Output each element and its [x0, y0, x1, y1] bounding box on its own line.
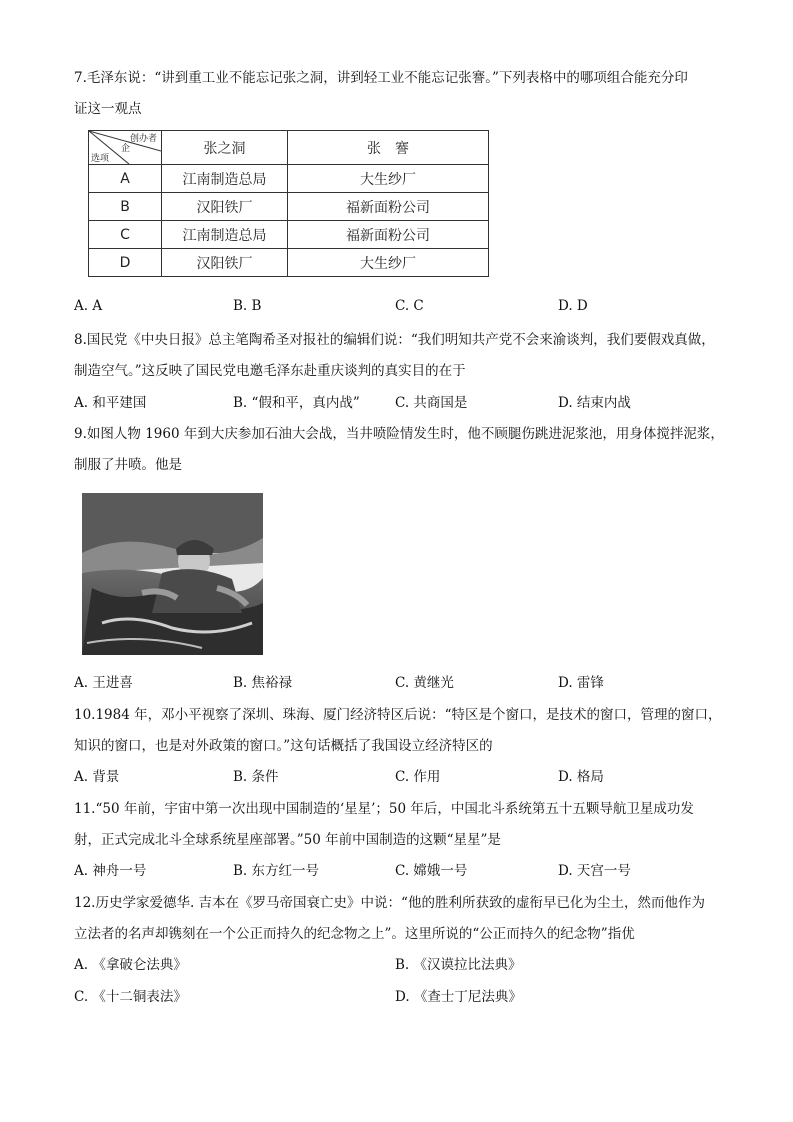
q10-stem-line2: 知识的窗口，也是对外政策的窗口。”这句话概括了我国设立经济特区的 [74, 738, 493, 754]
row-option: B [89, 193, 162, 221]
header-zhang-zhidong: 张之洞 [162, 131, 288, 165]
table-corner-cell [89, 131, 162, 165]
q8-option-c[interactable]: C. 共商国是 [395, 395, 468, 411]
row-zhang-jian: 福新面粉公司 [288, 221, 489, 249]
table-row [89, 249, 489, 277]
q7-option-d[interactable]: D. D [558, 298, 588, 314]
table-row [89, 193, 489, 221]
row-zhang-jian: 大生纱厂 [288, 249, 489, 277]
row-option: A [89, 165, 162, 193]
row-zhang-zhidong: 江南制造总局 [162, 165, 288, 193]
q7-stem-line1: 7.毛泽东说：“讲到重工业不能忘记张之洞，讲到轻工业不能忘记张謇。”下列表格中的哪项组合能充分印 [74, 70, 688, 86]
header-zhang-jian: 张 謇 [288, 131, 489, 165]
q10-option-c[interactable]: C. 作用 [395, 769, 441, 785]
q11-option-d[interactable]: D. 天宫一号 [558, 863, 631, 879]
worker-in-mud-photo [82, 493, 263, 655]
q11-stem-line2: 射，正式完成北斗全球系统星座部署。”50 年前中国制造的这颗“星星”是 [74, 832, 501, 848]
q9-stem-line2: 制服了井喷。他是 [74, 457, 182, 473]
q9-option-c[interactable]: C. 黄继光 [395, 675, 454, 691]
q10-option-a[interactable]: A. 背景 [74, 769, 120, 785]
corner-enterprise-label: 企 [121, 144, 131, 154]
q12-stem-line2: 立法者的名声却镌刻在一个公正而持久的纪念物之上”。这里所说的“公正而持久的纪念物”指优 [74, 926, 635, 942]
q12-option-c[interactable]: C. 《十二铜表法》 [74, 989, 187, 1005]
row-zhang-jian: 大生纱厂 [288, 165, 489, 193]
row-option: D [89, 249, 162, 277]
corner-founder-label: 创办者 [129, 134, 157, 144]
q8-stem-line2: 制造空气。”这反映了国民党电邀毛泽东赴重庆谈判的真实目的在于 [74, 363, 466, 379]
row-zhang-zhidong: 汉阳铁厂 [162, 249, 288, 277]
q7-option-b[interactable]: B. B [233, 298, 262, 314]
q10-option-b[interactable]: B. 条件 [233, 769, 279, 785]
q10-stem-line1: 10.1984 年，邓小平视察了深圳、珠海、厦门经济特区后说：“特区是个窗口，是技术的窗口，管理的窗口， [74, 707, 722, 723]
q11-option-c[interactable]: C. 嫦娥一号 [395, 863, 468, 879]
q7-option-a[interactable]: A. A [74, 298, 103, 314]
q8-option-a[interactable]: A. 和平建国 [74, 395, 147, 411]
row-option: C [89, 221, 162, 249]
q9-option-a[interactable]: A. 王进喜 [74, 675, 133, 691]
q9-option-d[interactable]: D. 雷锋 [558, 675, 604, 691]
q12-stem-line1: 12.历史学家爱德华. 吉本在《罗马帝国衰亡史》中说：“他的胜利所获致的虚衔早已化为尘土，然而他作为 [74, 895, 705, 911]
q9-option-b[interactable]: B. 焦裕禄 [233, 675, 293, 691]
q10-option-d[interactable]: D. 格局 [558, 769, 604, 785]
q11-option-a[interactable]: A. 神舟一号 [74, 863, 147, 879]
q11-stem-line1: 11.“50 年前，宇宙中第一次出现中国制造的‘星星’；50 年后，中国北斗系统第五十五颗导航卫星成功发 [74, 801, 694, 817]
q9-stem-line1: 9.如图人物 1960 年到大庆参加石油大会战，当井喷险情发生时，他不顾腿伤跳进泥浆池，用身体搅拌泥浆， [74, 426, 724, 442]
q12-option-a[interactable]: A. 《拿破仑法典》 [74, 957, 187, 973]
row-zhang-jian: 福新面粉公司 [288, 193, 489, 221]
q11-option-b[interactable]: B. 东方红一号 [233, 863, 320, 879]
q12-option-b[interactable]: B. 《汉谟拉比法典》 [395, 957, 522, 973]
corner-option-label: 选项 [91, 154, 110, 164]
q7-stem-line2: 证这一观点 [74, 101, 142, 117]
table-row [89, 221, 489, 249]
q7-table [88, 130, 489, 277]
q7-option-c[interactable]: C. C [395, 298, 424, 314]
q12-option-d[interactable]: D. 《查士丁尼法典》 [395, 989, 522, 1005]
row-zhang-zhidong: 江南制造总局 [162, 221, 288, 249]
table-row [89, 165, 489, 193]
q8-option-b[interactable]: B. “假和平，真内战” [233, 395, 360, 411]
row-zhang-zhidong: 汉阳铁厂 [162, 193, 288, 221]
q8-option-d[interactable]: D. 结束内战 [558, 395, 631, 411]
q8-stem-line1: 8.国民党《中央日报》总主笔陶希圣对报社的编辑们说：“我们明知共产党不会来渝谈判，我们要假戏真做， [74, 332, 715, 348]
